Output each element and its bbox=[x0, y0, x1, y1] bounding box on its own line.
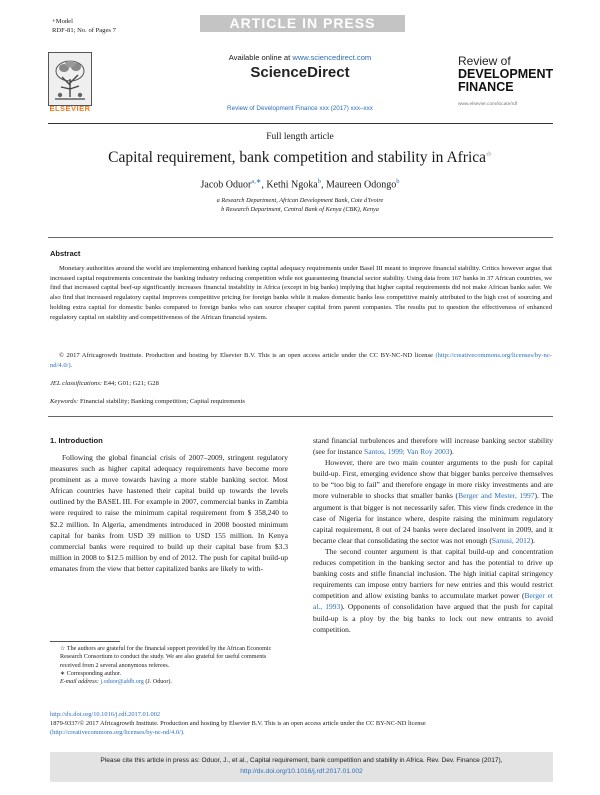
elsevier-wordmark: ELSEVIER bbox=[49, 104, 91, 113]
author-name[interactable]: Maureen Odongo bbox=[325, 179, 397, 191]
email-note bbox=[50, 678, 288, 686]
email-label: E-mail address: bbox=[60, 679, 99, 686]
page-count: RDF-81; No. of Pages 7 bbox=[52, 26, 116, 34]
sciencedirect-link[interactable]: www.sciencedirect.com bbox=[292, 53, 372, 62]
elsevier-tree-logo bbox=[48, 52, 92, 106]
keywords bbox=[50, 397, 245, 407]
license-url[interactable]: (http://creativecommons.org/licenses/by-nc-nd/4.0/). bbox=[50, 728, 185, 736]
article-meta bbox=[52, 18, 116, 35]
keywords-label: Keywords: bbox=[50, 398, 79, 405]
author-name[interactable]: Kethi Ngoka bbox=[266, 179, 318, 191]
citation-doi-link[interactable]: http://dx.doi.org/10.1016/j.rdf.2017.01.002 bbox=[240, 768, 363, 775]
jel-classifications bbox=[50, 379, 159, 389]
abstract-text: Monetary authorities around the world are implementing enhanced banking capital adequacy requirements under Basel III meant to improve financial stability. Critics however argue that increased capital requirements concentrate the banking industry reducing competition while not guaranteeing financial sector stability. Using data from 167 banks in 37 African countries, we find that increased capital beef-up significantly increases financial instability in Africa (except in big banks) implying that higher capital requirements did not make African banks safer. We also find that increased regulatory capital improves competitive pricing for foreign banks while it makes domestic banks less competitive mainly attributed to the high cost of sourcing and holding extra capital for domestic banks compared to foreign banks who can source cheaper capital from parent companies. The results put to question the effectiveness of enhanced regulatory capital on stability and competitiveness of the African financial system. bbox=[50, 265, 552, 321]
author-sup[interactable]: a,∗ bbox=[251, 178, 262, 185]
license-link[interactable]: (http://creativecommons.org/licenses/by-nc-nd/4.0/). bbox=[50, 352, 552, 369]
citation-box bbox=[50, 752, 553, 782]
text: ). bbox=[449, 447, 454, 457]
email-suffix: (J. Oduor). bbox=[145, 679, 172, 686]
footnotes bbox=[50, 645, 288, 686]
citation-link[interactable]: Sanusi, 2012 bbox=[491, 535, 531, 545]
footnote-rule bbox=[50, 641, 120, 642]
journal-citation-line[interactable]: Review of Development Finance xxx (2017) xxx–xxx bbox=[227, 105, 373, 112]
section-heading: 1. Introduction bbox=[50, 436, 103, 445]
paragraph: Following the global financial crisis of 2007–2009, stringent regulatory measures such as higher capital adequacy requirements have become more prominent as a move towards having a more stable banking sector. Most African countries have hastened their capital build up towards the levels outlined by the BASEL III. For example in 2007, commercial banks in Zambia were required to raise the minimum capital requirement from $ 358,240 to $2.2 million. In Algeria, amendments introduced in 2008 boosted minimum capital for banks from USD 39 million to USD 155 million. In Kenya commercial banks were required to build up their capital base from $3.3 million in 2008 to $12.5 million by end of 2012. The push for capital build-up emanates from the view that better capitalized banks are likely to with- bbox=[50, 453, 288, 573]
citation-text: Please cite this article in press as: Oduor, J., et al., Capital requirement, bank competition and stability in Africa. Rev. Dev. Finance (2017), bbox=[100, 757, 503, 764]
abstract-heading: Abstract bbox=[50, 249, 81, 258]
available-online bbox=[170, 53, 430, 62]
right-column bbox=[313, 435, 553, 635]
author-name[interactable]: Jacob Oduor bbox=[200, 179, 252, 191]
journal-brand-line-2: DEVELOPMENT bbox=[458, 67, 554, 81]
journal-brand-line-1: Review of bbox=[458, 54, 511, 68]
paragraph bbox=[313, 435, 553, 457]
left-column bbox=[50, 452, 288, 574]
citation-link[interactable]: Santos, 1999; Van Roy 2003 bbox=[364, 447, 450, 457]
sciencedirect-logo: ScienceDirect bbox=[250, 64, 350, 81]
journal-brand-line-3: FINANCE bbox=[458, 80, 514, 94]
copyright-notice bbox=[50, 351, 552, 370]
journal-brand bbox=[458, 55, 553, 108]
paragraph bbox=[313, 457, 553, 546]
article-type: Full length article bbox=[266, 132, 334, 142]
article-in-press-banner: ARTICLE IN PRESS bbox=[200, 15, 405, 32]
article-title-text: Capital requirement, bank competition and stability in Africa bbox=[108, 149, 487, 166]
citation-link[interactable]: Berger et al., 1993 bbox=[313, 591, 553, 612]
corresponding-author-note bbox=[50, 670, 288, 678]
text: However, there are two main counter arguments to the push for capital build-up. First, emerging evidence show that bigger banks perceive themselves to be “too big to fail” and therefore engage in more risky investments and are more vulnerable to shocks that smaller banks ( bbox=[313, 458, 553, 501]
paragraph bbox=[313, 546, 553, 635]
author-sup[interactable]: b bbox=[317, 178, 321, 185]
text: ). Opponents of consolidation have argued that the push for capital build-up is a ploy by the big banks to lock out new entrants to avoid competition. bbox=[313, 602, 553, 634]
footnote-text: Corresponding author. bbox=[66, 670, 122, 677]
author-list: Jacob Oduor$^{a,∗}$, Kethi Ngoka$^b$, Maureen Odongo$^b$ bbox=[200, 178, 400, 191]
footnote-text: The authors are grateful for the financial support provided by the African Economic Research Consortium to conduct the study. We are also grateful for useful comments received from 2 several anonymous referees. bbox=[60, 646, 272, 669]
abstract-bottom-rule bbox=[48, 416, 553, 417]
title-footnote-mark[interactable]: ☆ bbox=[486, 150, 492, 158]
citation-link[interactable]: Berger and Mester, 1997 bbox=[458, 491, 535, 501]
model-label: +Model bbox=[52, 18, 73, 25]
email-link[interactable]: j.oduor@afdb.org bbox=[100, 679, 144, 686]
keywords-list: Financial stability; Banking competition; Capital requirements bbox=[79, 398, 245, 405]
header-rule bbox=[48, 123, 553, 124]
text: ). The argument is that bigger is not necessarily safer. This view finds credence in the case of Nigeria for instance where, despite raising the minimum regulatory capital requirement, 8 out of 24 banks were declared insolvent in 2009, and it became clear that consolidating the sector was not enough ( bbox=[313, 491, 553, 545]
doi-link[interactable] bbox=[50, 711, 160, 720]
footnote-mark: ☆ bbox=[60, 646, 66, 652]
license-line bbox=[50, 720, 553, 737]
affiliation-a: a Research Department, African Development Bank, Cote d'Ivoire bbox=[216, 197, 384, 204]
copyright-text: © 2017 Africagrowth Institute. Production and hosting by Elsevier B.V. This is an open access article under the CC BY-NC-ND license bbox=[59, 352, 433, 359]
affiliation-b: b Research Department, Central Bank of Kenya (CBK), Kenya bbox=[221, 206, 379, 213]
journal-url[interactable]: www.elsevier.com/locate/rdf bbox=[458, 102, 518, 107]
text: ). bbox=[530, 535, 536, 545]
jel-label: JEL classifications: bbox=[50, 380, 103, 387]
license-text: 1879-9337/© 2017 Africagrowth Institute. Production and hosting by Elsevier B.V. This is an open access article under the CC BY-NC-ND license bbox=[50, 720, 426, 727]
jel-codes: E44; G01; G21; G28 bbox=[103, 380, 159, 387]
author-sup[interactable]: b bbox=[396, 178, 400, 185]
funding-footnote bbox=[50, 645, 288, 670]
footnote-mark: ∗ bbox=[60, 670, 66, 677]
text: The second counter argument is that capital build-up and concentration reduces competition in the banking sector and has the potential to drive up banking costs and stifle financial inclusion. The high initial capital stringency requirements can impose entry barriers for new entries and this would restrict competition and allow existing banks to accumulate market power ( bbox=[313, 546, 553, 601]
abstract-top-rule bbox=[48, 237, 553, 238]
article-title bbox=[0, 149, 600, 167]
doi-text[interactable]: http://dx.doi.org/10.1016/j.rdf.2017.01.002 bbox=[50, 711, 161, 718]
text: stand financial turbulences and therefore will increase banking sector stability (see for instance bbox=[313, 436, 553, 457]
available-prefix: Available online at bbox=[228, 53, 293, 62]
